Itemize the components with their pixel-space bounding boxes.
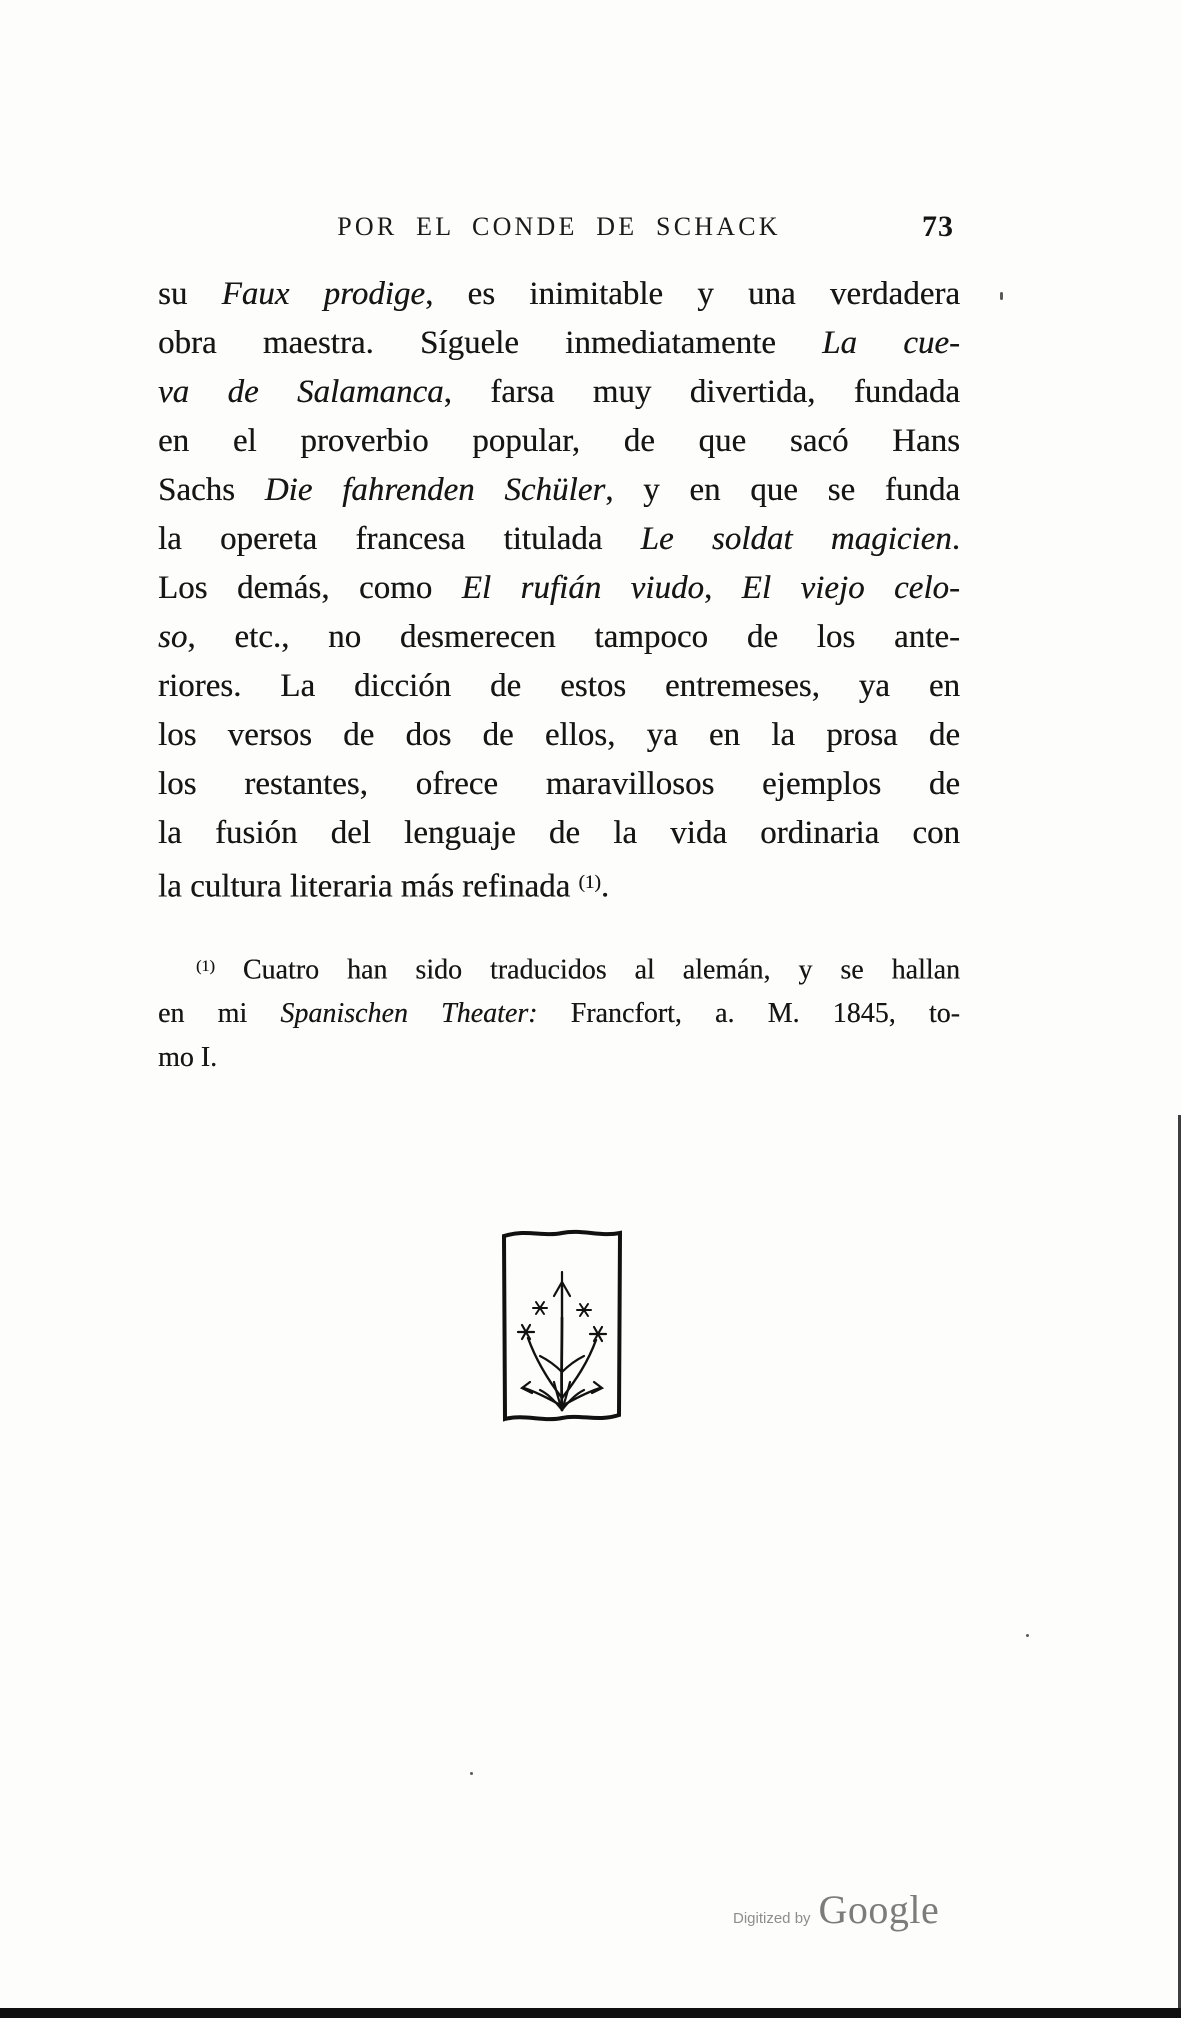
text-line: en el proverbio popular, de que sacó Hans (158, 423, 960, 459)
text-line: Sachs Die fahrenden Schüler, y en que se funda (158, 472, 960, 508)
floral-ornament-icon (492, 1222, 632, 1427)
text-line: los restantes, ofrece maravillosos ejemplos de (158, 766, 960, 802)
text-line: su Faux prodige, es inimitable y una verdadera (158, 276, 960, 312)
page-header (158, 212, 960, 252)
scan-speck (1000, 292, 1003, 300)
body-text (158, 270, 960, 912)
scan-speck (1026, 1634, 1029, 1637)
page-number: 73 (922, 210, 954, 243)
text-line: los versos de dos de ellos, ya en la prosa de (158, 717, 960, 753)
scan-edge-bottom (0, 2008, 1181, 2018)
google-logo: Google (818, 1887, 940, 1932)
digitized-by-label: Digitized by (733, 1910, 811, 1927)
text-line: en mi Spanischen Theater: Francfort, a. M. 1845, to- (158, 998, 960, 1030)
text-line: obra maestra. Síguele inmediatamente La cue- (158, 325, 961, 361)
text-line: la opereta francesa titulada Le soldat magicien. (158, 521, 960, 557)
text-line: riores. La dicción de estos entremeses, ya en (158, 668, 960, 704)
text-line: la cultura literaria más refinada $^{(1)}$. (158, 868, 610, 905)
text-line: va de Salamanca, farsa muy divertida, fundada (158, 374, 960, 410)
digitization-watermark (733, 1886, 993, 1933)
text-line: la fusión del lenguaje de la vida ordinaria con (158, 815, 960, 851)
running-title: POR EL CONDE DE SCHACK (337, 212, 781, 241)
footnote-text (158, 944, 960, 1080)
text-line: $^{(1)}$ Cuatro han sido traducidos al alemán, y se hallan (196, 954, 960, 986)
scan-speck (470, 1772, 473, 1775)
text-line: mo I. (158, 1042, 218, 1074)
text-line: so, etc., no desmerecen tampoco de los ante- (158, 619, 960, 655)
text-line: Los demás, como El rufián viudo, El viejo celo- (158, 570, 960, 606)
